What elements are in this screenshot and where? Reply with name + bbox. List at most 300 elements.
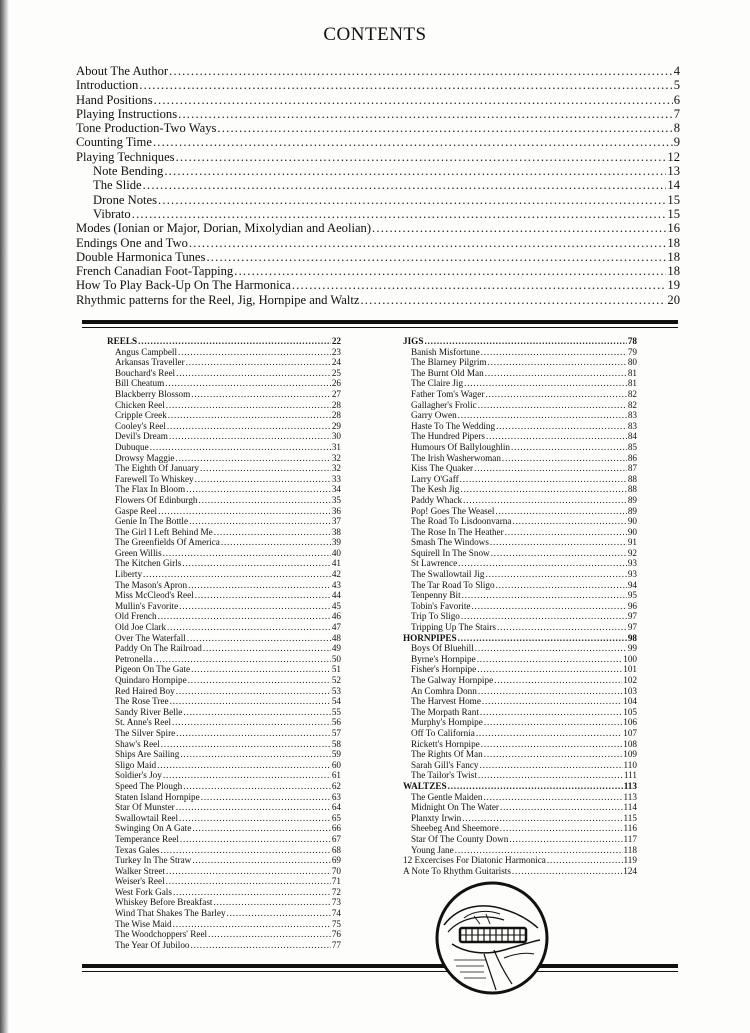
entry-title: Introduction [76, 78, 139, 93]
toc-entry-vibrato [76, 207, 680, 221]
tune-entry-the-rose-tree [107, 696, 341, 707]
dot-leader [178, 347, 331, 358]
page-number: 83 [627, 410, 637, 421]
page-number: 49 [331, 643, 341, 654]
entry-title: Rickett's Hornpipe [411, 738, 480, 749]
page-number: 25 [331, 367, 341, 378]
page-number: 114 [623, 802, 637, 813]
dot-leader [481, 739, 622, 750]
entry-title: Vibrato [93, 206, 131, 221]
entry-title: Trip To Sligo [411, 611, 460, 622]
dot-leader [199, 495, 331, 506]
dot-leader [173, 919, 331, 930]
dot-leader [490, 537, 627, 548]
entry-title: Kiss The Quaker [411, 463, 474, 474]
dot-leader [483, 792, 622, 803]
entry-title: The Kitchen Girls [115, 558, 182, 569]
tune-entry-a-note-to-rhythm-guitarists [403, 866, 637, 877]
tune-entry-tripping-up-the-stairs [403, 622, 637, 633]
dot-leader [494, 675, 622, 686]
tune-entry-sandy-river-belle [107, 707, 341, 718]
page-number: 66 [331, 823, 341, 834]
page-number: 80 [627, 357, 637, 368]
tune-entry-the-eighth-of-january [107, 463, 341, 474]
page-number: 24 [331, 357, 341, 368]
dot-leader [138, 336, 331, 347]
page-number: 14 [667, 178, 680, 193]
page-number: 32 [331, 463, 341, 474]
entry-title: The Claire Jig [411, 378, 464, 389]
entry-title: WALTZES [403, 780, 447, 791]
dot-leader [461, 611, 627, 622]
entry-title: Banish Misfortune [411, 346, 480, 357]
tune-entry-haste-to-the-wedding [403, 421, 637, 432]
entry-title: Smash The Windows [411, 537, 489, 548]
page-number: 6 [673, 92, 680, 107]
dot-leader [476, 728, 622, 739]
page-number: 89 [627, 505, 637, 516]
entry-title: St Lawrence [411, 558, 458, 569]
toc-entry-endings-one-and-two [76, 236, 680, 250]
page-number: 55 [331, 706, 341, 717]
dot-leader [191, 389, 331, 400]
section-heading-hornpipes [403, 633, 637, 644]
dot-leader [169, 64, 673, 78]
page-number: 94 [627, 579, 637, 590]
entry-title: REELS [107, 336, 138, 346]
dot-leader [166, 866, 331, 877]
toc-entry-playing-instructions [76, 107, 680, 121]
page-number: 8 [673, 121, 680, 136]
page-number: 13 [667, 164, 680, 179]
entry-title: Tenpenny Bit [411, 590, 461, 601]
toc-entry-rhythmic-patterns-for-the-reel-jig-hornpipe-and-waltz [76, 293, 680, 307]
entry-title: Paddy Whack [411, 494, 463, 505]
page-number: 116 [623, 823, 637, 834]
page-number: 59 [331, 749, 341, 760]
tune-entry-the-swallowtail-jig [403, 569, 637, 580]
page-number: 29 [331, 420, 341, 431]
entry-title: Red Haired Boy [115, 685, 175, 696]
page-number: 9 [673, 135, 680, 150]
entry-title: Old Joe Clark [115, 622, 167, 633]
tune-entry-the-galway-hornpipe [403, 675, 637, 686]
toc-entry-french-canadian-foot-tapping [76, 264, 680, 278]
dot-leader [158, 611, 331, 622]
entry-title: Temperance Reel [115, 833, 179, 844]
dot-leader [500, 802, 623, 813]
entry-title: Genie In The Bottle [115, 516, 189, 527]
tune-entry-speed-the-plough [107, 781, 341, 792]
tune-entry-bill-cheatum [107, 378, 341, 389]
dot-leader [234, 264, 666, 278]
dot-leader [491, 548, 627, 559]
entry-title: The Mason's Apron [115, 579, 188, 590]
entry-title: The Irish Washerwoman [411, 452, 501, 463]
page-number: 90 [627, 526, 637, 537]
page-number: 18 [667, 235, 680, 250]
entry-title: Farewell To Whiskey [115, 473, 194, 484]
toc-entry-modes-ionian-or-major-dorian-mixolydian-and-aeolian [76, 221, 680, 235]
dot-leader [496, 580, 627, 591]
dot-leader [486, 569, 627, 580]
tune-entry-the-hundred-pipers [403, 431, 637, 442]
tune-entry-cripple-creek [107, 410, 341, 421]
dot-leader [360, 293, 666, 307]
tune-entry-father-tom-s-wager [403, 389, 637, 400]
section-heading-waltzes [403, 781, 637, 792]
dot-leader [161, 739, 331, 750]
entry-title: Devil's Dream [115, 431, 168, 442]
tune-entry-star-of-munster [107, 802, 341, 813]
entry-title: Tripping Up The Stairs [411, 622, 496, 633]
dot-leader [485, 368, 627, 379]
page-number: 110 [623, 759, 637, 770]
page-number: 100 [623, 653, 637, 664]
tune-entry-chicken-reel [107, 400, 341, 411]
page-number: 44 [331, 590, 341, 601]
entry-title: Off To California [411, 727, 475, 738]
entry-title: The Blarney Pilgrim [411, 357, 487, 368]
dot-leader [143, 569, 331, 580]
entry-title: The Greenfields Of America [115, 537, 220, 548]
tune-entry-banish-misfortune [403, 347, 637, 358]
tune-entry-angus-campbell [107, 347, 341, 358]
page-number: 41 [331, 558, 341, 569]
dot-leader [195, 590, 331, 601]
tune-entry-old-joe-clark [107, 622, 341, 633]
page-number: 83 [627, 420, 637, 431]
tune-entry-the-blarney-pilgrim [403, 357, 637, 368]
page-number: 57 [331, 727, 341, 738]
dot-leader [478, 400, 627, 411]
tune-entry-flowers-of-edinburgh [107, 495, 341, 506]
divider-bottom-thin [82, 971, 678, 972]
page-number: 102 [623, 675, 637, 685]
dot-leader [484, 749, 623, 760]
dot-leader [217, 121, 672, 135]
dot-leader [458, 633, 627, 644]
page-number: 20 [667, 292, 680, 307]
page-number: 97 [627, 622, 637, 633]
page-number: 90 [627, 516, 637, 527]
entry-title: Walker Street [115, 865, 166, 876]
page-number: 73 [331, 897, 341, 908]
tune-entry-the-harvest-home [403, 696, 637, 707]
dot-leader [214, 527, 331, 538]
page-number: 95 [627, 590, 637, 601]
entry-title: The Swallowtail Jig [411, 569, 485, 580]
dot-leader [176, 150, 667, 164]
tune-entry-paddy-whack [403, 495, 637, 506]
dot-leader [163, 770, 331, 781]
tune-entry-turkey-in-the-straw [107, 855, 341, 866]
page-number: 92 [627, 547, 637, 558]
tune-entry-farewell-to-whiskey [107, 474, 341, 485]
dot-leader [511, 442, 627, 453]
entry-title: The Road To Lisdoonvarna [411, 516, 512, 527]
dot-leader [143, 178, 667, 192]
dot-leader [161, 845, 331, 856]
entry-title: Boys Of Bluehill [411, 643, 474, 654]
entry-title: Playing Techniques [76, 149, 175, 164]
entry-title: Bouchard's Reel [115, 367, 176, 378]
entry-title: Dubuque [115, 441, 149, 452]
entry-title: HORNPIPES [403, 632, 457, 643]
dot-leader [183, 781, 331, 792]
tune-entry-the-claire-jig [403, 378, 637, 389]
entry-title: Soldier's Joy [115, 770, 162, 781]
tune-entry-paddy-on-the-railroad [107, 643, 341, 654]
page-number: 71 [331, 876, 341, 887]
tune-entry-swallowtail-reel [107, 813, 341, 824]
dot-leader [153, 654, 331, 665]
dot-leader [462, 590, 627, 601]
dot-leader [547, 855, 623, 866]
dot-leader [455, 845, 623, 856]
entry-title: Larry O'Gaff [411, 473, 459, 484]
tune-entry-st-lawrence [403, 558, 637, 569]
entry-title: Sarah Gill's Fancy [411, 759, 479, 770]
toc-entry-drone-notes [76, 193, 680, 207]
divider-bottom-thick [82, 964, 678, 968]
divider-top-thin [82, 327, 678, 328]
page-number: 99 [627, 643, 637, 654]
entry-title: Hand Positions [76, 92, 153, 107]
page-number: 32 [331, 452, 341, 463]
toc-entry-how-to-play-back-up-on-the-harmonica [76, 278, 680, 292]
entry-title: How To Play Back-Up On The Harmonica [76, 278, 291, 293]
tune-entry-shaw-s-reel [107, 739, 341, 750]
entry-title: Cripple Creek [115, 410, 167, 421]
tune-entry-soldier-s-joy [107, 770, 341, 781]
entry-title: Modes (Ionian or Major, Dorian, Mixolydian and Aeolian) [76, 221, 372, 236]
entry-title: The Year Of Jubiloo [115, 939, 190, 950]
entry-title: West Fork Gals [115, 886, 172, 897]
entry-title: Swallowtail Reel [115, 812, 179, 823]
dot-leader [189, 516, 331, 527]
tune-entry-humours-of-ballyloughlin [403, 442, 637, 453]
entry-title: French Canadian Foot-Tapping [76, 264, 234, 279]
tune-entry-red-haired-boy [107, 686, 341, 697]
page-number: 109 [623, 749, 637, 760]
dot-leader [192, 823, 331, 834]
page-number: 15 [667, 192, 680, 207]
page-number: 104 [623, 696, 637, 707]
page-number: 89 [627, 494, 637, 505]
entry-title: Liberty [115, 569, 143, 580]
tune-entry-sarah-gill-s-fancy [403, 760, 637, 771]
toc-entry-introduction [76, 78, 680, 92]
tune-entry-an-comhra-donn [403, 686, 637, 697]
dot-leader [505, 527, 627, 538]
page-number: 28 [331, 410, 341, 421]
tune-entry-temperance-reel [107, 834, 341, 845]
tune-entry-walker-street [107, 866, 341, 877]
entry-title: The Gentle Maiden [411, 791, 483, 802]
dot-leader [488, 357, 627, 368]
page-number: 82 [627, 399, 637, 410]
dot-leader [187, 633, 331, 644]
entry-title: Miss McCleod's Reel [115, 590, 194, 601]
entry-title: Sligo Maid [115, 759, 157, 770]
page-number: 4 [673, 64, 680, 78]
dot-leader [200, 463, 331, 474]
page-number: 97 [627, 611, 637, 622]
entry-title: Green Willis [115, 547, 162, 558]
dot-leader [477, 654, 623, 665]
page-number: 36 [331, 505, 341, 516]
dot-leader [163, 548, 331, 559]
tune-entry-whiskey-before-breakfast [107, 897, 341, 908]
entry-title: Whiskey Before Breakfast [115, 897, 213, 908]
entry-title: Quindaro Hornpipe [115, 675, 187, 685]
dot-leader [168, 410, 331, 421]
tune-entry-young-jane [403, 845, 637, 856]
dot-leader [208, 929, 331, 940]
entry-title: Midnight On The Water [411, 802, 499, 813]
entry-title: Staten Island Hornpipe [115, 791, 200, 802]
entry-title: Turkey In The Straw [115, 855, 192, 866]
dot-leader [478, 686, 622, 697]
tune-entry-trip-to-sligo [403, 611, 637, 622]
tune-entry-byrne-s-hornpipe [403, 654, 637, 665]
tune-entry-the-greenfields-of-america [107, 537, 341, 548]
tune-entry-the-rose-in-the-heather [403, 527, 637, 538]
dot-leader [167, 622, 331, 633]
page-number: 87 [627, 463, 637, 474]
entry-title: Star Of The County Down [411, 833, 509, 844]
page-number: 111 [623, 770, 637, 781]
dot-leader [172, 717, 331, 728]
tune-entry-tenpenny-bit [403, 590, 637, 601]
entry-title: Gallagher's Frolic [411, 399, 477, 410]
dot-leader [188, 580, 331, 591]
toc-entry-about-the-author [76, 64, 680, 78]
dot-leader [203, 643, 331, 654]
page-number: 38 [331, 526, 341, 537]
page-number: 34 [331, 484, 341, 495]
dot-leader [166, 876, 331, 887]
harmonica-hands-icon [434, 880, 550, 996]
dot-leader [157, 760, 331, 771]
tune-entry-larry-o-gaff [403, 474, 637, 485]
dot-leader [180, 834, 331, 845]
page-number: 103 [623, 685, 637, 696]
entry-title: The Woodchoppers' Reel [115, 929, 208, 940]
tune-entry-squirell-in-the-snow [403, 548, 637, 559]
toc-entry-counting-time [76, 135, 680, 149]
page-number: 96 [627, 600, 637, 611]
page-number: 77 [331, 939, 341, 950]
dot-leader [201, 792, 331, 803]
tune-index-right-column [403, 336, 637, 876]
page-number: 23 [331, 346, 341, 357]
tune-entry-the-kesh-jig [403, 484, 637, 495]
tune-entry-quindaro-hornpipe [107, 675, 341, 686]
dot-leader [481, 347, 627, 358]
dot-leader [213, 897, 330, 908]
tune-entry-dubuque [107, 442, 341, 453]
dot-leader [475, 643, 627, 654]
toc-entry-playing-techniques [76, 150, 680, 164]
dot-leader [221, 537, 331, 548]
dot-leader [164, 164, 666, 178]
entry-title: JIGS [403, 336, 424, 346]
page-number: 81 [627, 378, 637, 389]
dot-leader [458, 558, 627, 569]
dot-leader [474, 463, 627, 474]
tune-entry-tobin-s-favorite [403, 601, 637, 612]
page-number: 5 [673, 78, 680, 93]
dot-leader [191, 940, 331, 951]
entry-title: Playing Instructions [76, 106, 178, 121]
tune-entry-arkansas-traveller [107, 357, 341, 368]
entry-title: Chicken Reel [115, 399, 165, 410]
dot-leader [158, 506, 331, 517]
page-number: 79 [627, 346, 637, 357]
entry-title: Flowers Of Edinburgh [115, 494, 198, 505]
entry-title: Note Bending [93, 164, 164, 179]
page-number: 69 [331, 855, 341, 866]
page-number: 50 [331, 653, 341, 664]
tune-entry-west-fork-gals [107, 887, 341, 898]
dot-leader [512, 866, 622, 877]
entry-title: An Comhra Donn [411, 685, 477, 696]
entry-title: Arkansas Traveller [115, 357, 185, 368]
entry-title: The Eighth Of January [115, 463, 199, 474]
page-number: 42 [331, 569, 341, 580]
dot-leader [463, 495, 627, 506]
tune-entry-mullin-s-favorite [107, 601, 341, 612]
page-number: 65 [331, 812, 341, 823]
page-title: CONTENTS [323, 24, 427, 45]
tune-entry-off-to-california [403, 728, 637, 739]
page-number: 119 [623, 855, 637, 866]
entry-title: Counting Time [76, 135, 152, 150]
dot-leader [176, 368, 331, 379]
entry-title: Bill Cheatum [115, 378, 165, 389]
entry-title: The Rose In The Heather [411, 526, 504, 537]
dot-leader [153, 135, 673, 149]
entry-title: Star Of Munster [115, 802, 175, 813]
dot-leader [496, 421, 627, 432]
page-number: 48 [331, 632, 341, 643]
dot-leader [179, 813, 331, 824]
entry-title: The Silver Spire [115, 727, 176, 738]
page-number: 70 [331, 865, 341, 876]
tune-entry-the-burnt-old-man [403, 368, 637, 379]
page-number: 12 [667, 149, 680, 164]
entry-title: The Kesh Jig [411, 484, 460, 495]
tune-entry-st-anne-s-reel [107, 717, 341, 728]
page-number: 27 [331, 388, 341, 399]
tune-entry-gaspe-reel [107, 506, 341, 517]
entry-title: Wind That Shakes The Barley [115, 908, 226, 919]
dot-leader [227, 908, 331, 919]
tune-entry-sligo-maid [107, 760, 341, 771]
tune-entry-boys-of-bluehill [403, 643, 637, 654]
page-number: 81 [627, 367, 637, 378]
dot-leader [486, 431, 627, 442]
dot-leader [448, 781, 623, 792]
dot-leader [158, 193, 666, 207]
entry-title: St. Anne's Reel [115, 717, 172, 728]
tune-entry-rickett-s-hornpipe [403, 739, 637, 750]
tune-entry-sheebeg-and-sheemore [403, 823, 637, 834]
entry-title: Tone Production-Two Ways [76, 121, 217, 136]
entry-title: Squirell In The Snow [411, 547, 490, 558]
